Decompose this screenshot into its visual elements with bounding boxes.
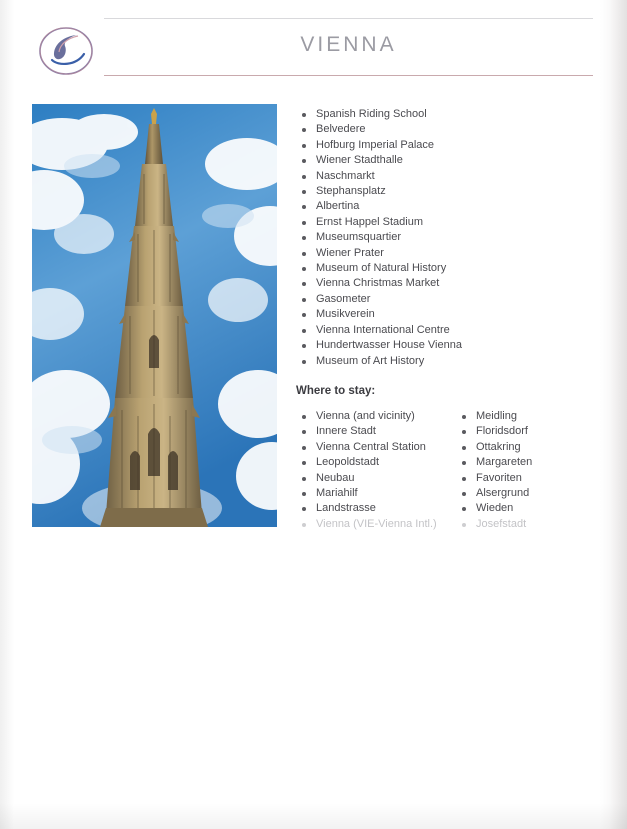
list-item: Ernst Happel Stadium: [296, 215, 596, 230]
list-item: Leopoldstadt: [296, 455, 476, 470]
where-to-stay-left-column: [296, 409, 476, 532]
list-item: Belvedere: [296, 122, 596, 137]
list-item: Hofburg Imperial Palace: [296, 138, 596, 153]
attractions-list: [296, 107, 596, 369]
list-item: Favoriten: [456, 471, 616, 486]
list-item: Spanish Riding School: [296, 107, 596, 122]
page-title: VIENNA: [300, 33, 397, 56]
list-item: Mariahilf: [296, 486, 476, 501]
list-item: Wiener Stadthalle: [296, 153, 596, 168]
list-item: Alsergrund: [456, 486, 616, 501]
list-item: Vienna Central Station: [296, 440, 476, 455]
list-item: Ottakring: [456, 440, 616, 455]
page-header-rule: [104, 18, 593, 76]
list-item: Vienna (and vicinity): [296, 409, 476, 424]
where-to-stay-heading: Where to stay:: [296, 385, 376, 397]
list-item: Museum of Art History: [296, 354, 596, 369]
list-item: Landstrasse: [296, 501, 476, 516]
list-item: Vienna (VIE-Vienna Intl.): [296, 517, 476, 532]
where-to-stay-right-column: [456, 409, 616, 532]
list-item: Vienna Christmas Market: [296, 276, 596, 291]
list-item: Margareten: [456, 455, 616, 470]
list-item: Josefstadt: [456, 517, 616, 532]
list-item: Naschmarkt: [296, 169, 596, 184]
list-item: Meidling: [456, 409, 616, 424]
page-shadow-bottom: [0, 803, 627, 829]
list-item: Hundertwasser House Vienna: [296, 338, 596, 353]
list-item: Musikverein: [296, 307, 596, 322]
list-item: Albertina: [296, 199, 596, 214]
list-item: Floridsdorf: [456, 424, 616, 439]
list-item: Stephansplatz: [296, 184, 596, 199]
list-item: Vienna International Centre: [296, 323, 596, 338]
list-item: Gasometer: [296, 292, 596, 307]
list-item: Wieden: [456, 501, 616, 516]
list-item: Wiener Prater: [296, 246, 596, 261]
list-item: Neubau: [296, 471, 476, 486]
list-item: Museum of Natural History: [296, 261, 596, 276]
list-item: Innere Stadt: [296, 424, 476, 439]
airline-swoosh-logo: [32, 24, 100, 78]
list-item: Museumsquartier: [296, 230, 596, 245]
destination-photo: [32, 104, 277, 527]
